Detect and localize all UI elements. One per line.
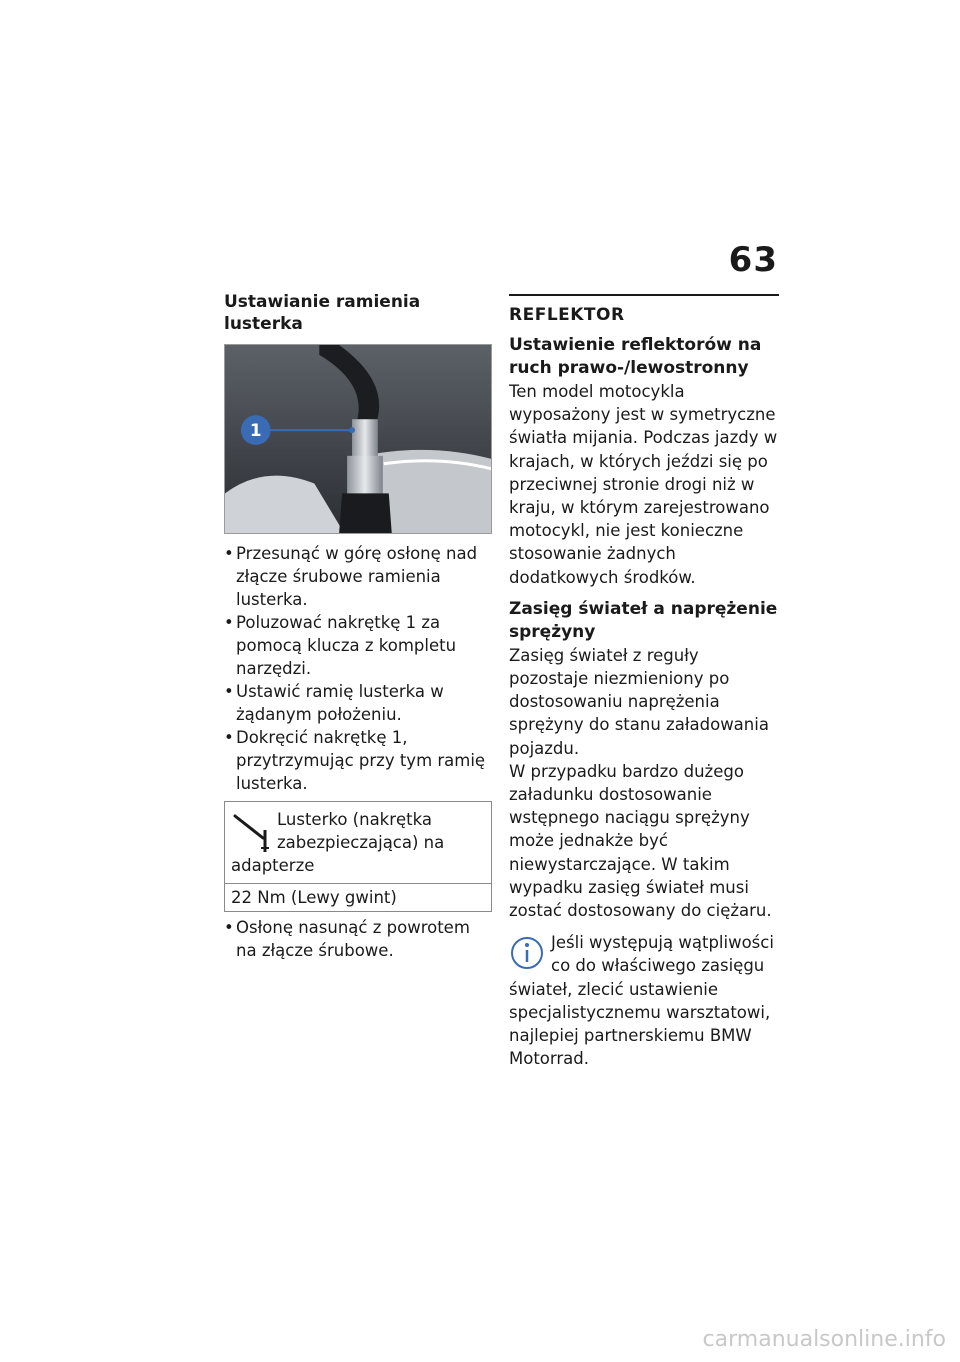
section-title-traffic: Ustawienie reflektorów na ruch prawo-/lewostronny — [509, 335, 762, 378]
list-item: • Dokręcić nakrętkę 1, przytrzymując przy tym ramię lusterka. — [224, 726, 492, 795]
section-heading-mirror: Ustawianie ramienia lusterka — [224, 292, 421, 334]
section-text-beam-range-1: Zasięg świateł z reguły pozostaje niezmieniony po dostosowaniu naprężenia sprężyny do stanu załadowania pojazdu. — [509, 645, 769, 758]
torque-wrench-icon — [231, 808, 273, 854]
steps-list — [224, 542, 492, 795]
right-column — [509, 291, 779, 1070]
info-icon — [509, 933, 545, 973]
section-text-beam-range-2: W przypadku bardzo dużego załadunku dostosowanie wstępnego naciągu sprężyny może jednakże być niewystarczające. W takim wypadku zasięg świateł musi zostać dostosowany do ciężaru. — [509, 761, 772, 921]
torque-spec-value: 22 Nm (Lewy gwint) — [225, 883, 491, 911]
info-note — [509, 931, 779, 1070]
list-item: • Poluzować nakrętkę 1 za pomocą klucza z kompletu narzędzi. — [224, 611, 492, 680]
torque-spec-label: Lusterko (nakrętka zabezpieczająca) na adapterze — [231, 810, 445, 875]
page-number: 63 — [728, 240, 778, 280]
list-item: • Przesunąć w górę osłonę nad złącze śrubowe ramienia lusterka. — [224, 542, 492, 611]
mirror-arm-photo — [224, 344, 492, 534]
chapter-title: REFLEKTOR — [509, 305, 625, 325]
final-steps-list — [224, 916, 492, 962]
left-column — [224, 291, 492, 962]
torque-spec-box — [224, 801, 492, 912]
chapter-rule — [509, 294, 779, 296]
list-item: • Ustawić ramię lusterka w żądanym położeniu. — [224, 680, 492, 726]
list-item: • Osłonę nasunąć z powrotem na złącze śrubowe. — [224, 916, 492, 962]
info-note-text: Jeśli występują wątpliwości co do właściwego zasięgu świateł, zlecić ustawienie specjalistycznemu warsztatowi, najlepiej partnerskiemu BMW Motorrad. — [509, 933, 774, 1069]
section-title-beam-range: Zasięg świateł a naprężenie sprężyny — [509, 598, 778, 642]
callout-1: 1 — [249, 420, 262, 441]
torque-spec-label-row — [225, 802, 491, 883]
watermark: carmanualsonline.info — [702, 1327, 946, 1352]
section-text-traffic: Ten model motocykla wyposażony jest w symetryczne światła mijania. Podczas jazdy w krajach, w których jeździ się po przeciwnej stronie drogi niż w kraju, w którym zarejestrowano motocykl, nie jest konieczne stosowanie żadnych dodatkowych środków. — [509, 382, 778, 587]
